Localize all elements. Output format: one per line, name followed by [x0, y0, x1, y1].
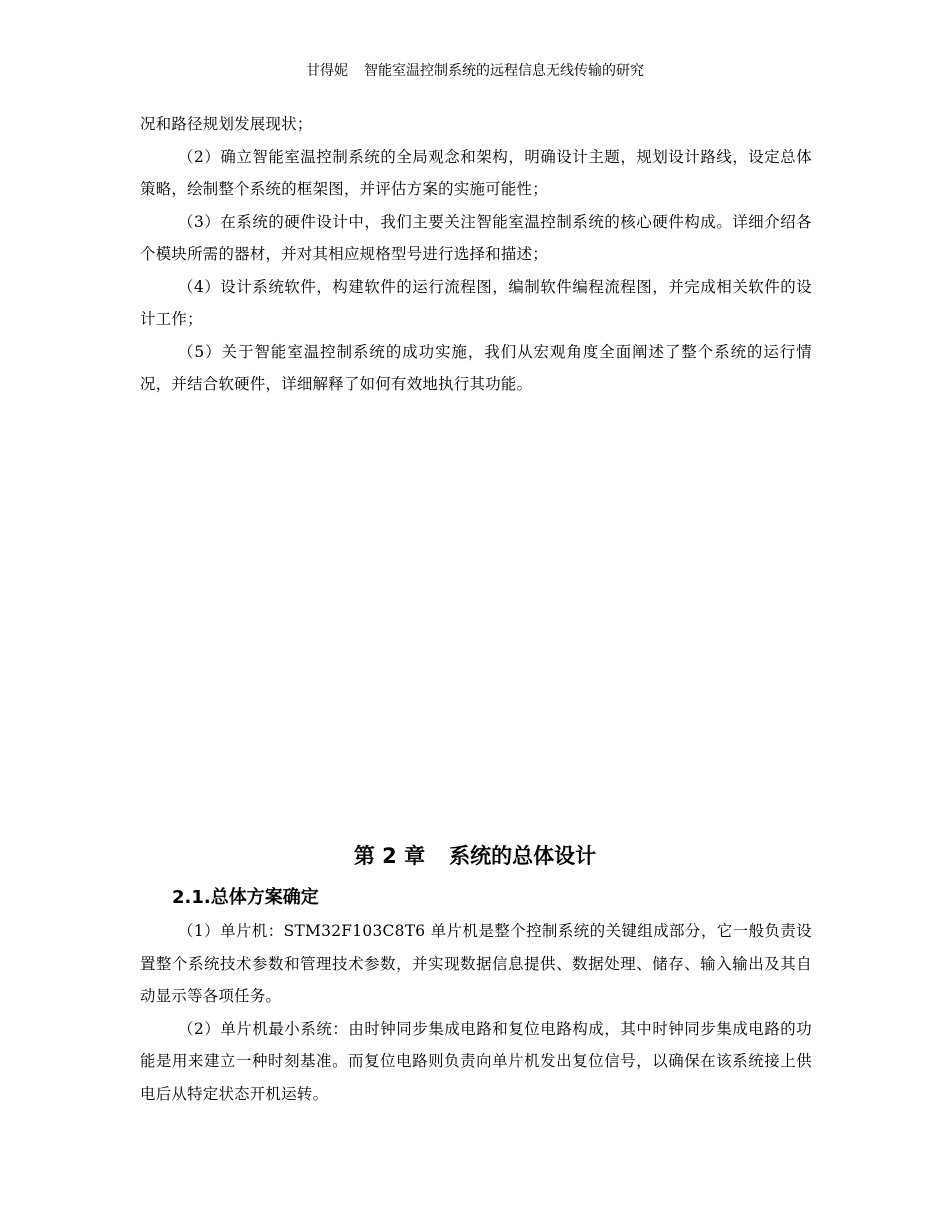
- chapter-heading: [0, 838, 950, 874]
- paragraph-item-5: （5）关于智能室温控制系统的成功实施，我们从宏观角度全面阐述了整个系统的运行情况，并结合软硬件，详细解释了如何有效地执行其功能。: [140, 342, 812, 393]
- paragraph-item-2: （2）确立智能室温控制系统的全局观念和架构，明确设计主题，规划设计路线，设定总体策略，绘制整个系统的框架图，并评估方案的实施可能性；: [140, 147, 812, 198]
- chapter-title: 系统的总体设计: [449, 844, 597, 868]
- section-heading: 2.1.总体方案确定: [172, 887, 319, 908]
- paragraph-mcu: （1）单片机：STM32F103C8T6 单片机是整个控制系统的关键组成部分，它一般负责设置整个系统技术参数和管理技术参数，并实现数据信息提供、数据处理、储存、输入输出及其自动显示等各项任务。: [140, 922, 812, 1005]
- paragraph-continuation: 况和路径规划发展现状；: [140, 115, 313, 133]
- paragraph-item-4: （4）设计系统软件，构建软件的运行流程图，编制软件编程流程图，并完成相关软件的设计工作；: [140, 277, 812, 328]
- header-author: 甘得妮: [306, 63, 348, 79]
- paragraph-min-system: （2）单片机最小系统：由时钟同步集成电路和复位电路构成，其中时钟同步集成电路的功能是用来建立一种时刻基准。而复位电路则负责向单片机发出复位信号，以确保在该系统接上供电后从特定状态开机运转。: [140, 1019, 812, 1103]
- body-text-top: [140, 108, 812, 401]
- running-header: [0, 61, 950, 81]
- body-text-bottom: [140, 915, 812, 1110]
- header-title: 智能室温控制系统的远程信息无线传输的研究: [364, 63, 644, 79]
- chapter-number: 第 2 章: [353, 844, 426, 868]
- paragraph-item-3: （3）在系统的硬件设计中，我们主要关注智能室温控制系统的核心硬件构成。详细介绍各个模块所需的器材，并对其相应规格型号进行选择和描述；: [140, 212, 812, 263]
